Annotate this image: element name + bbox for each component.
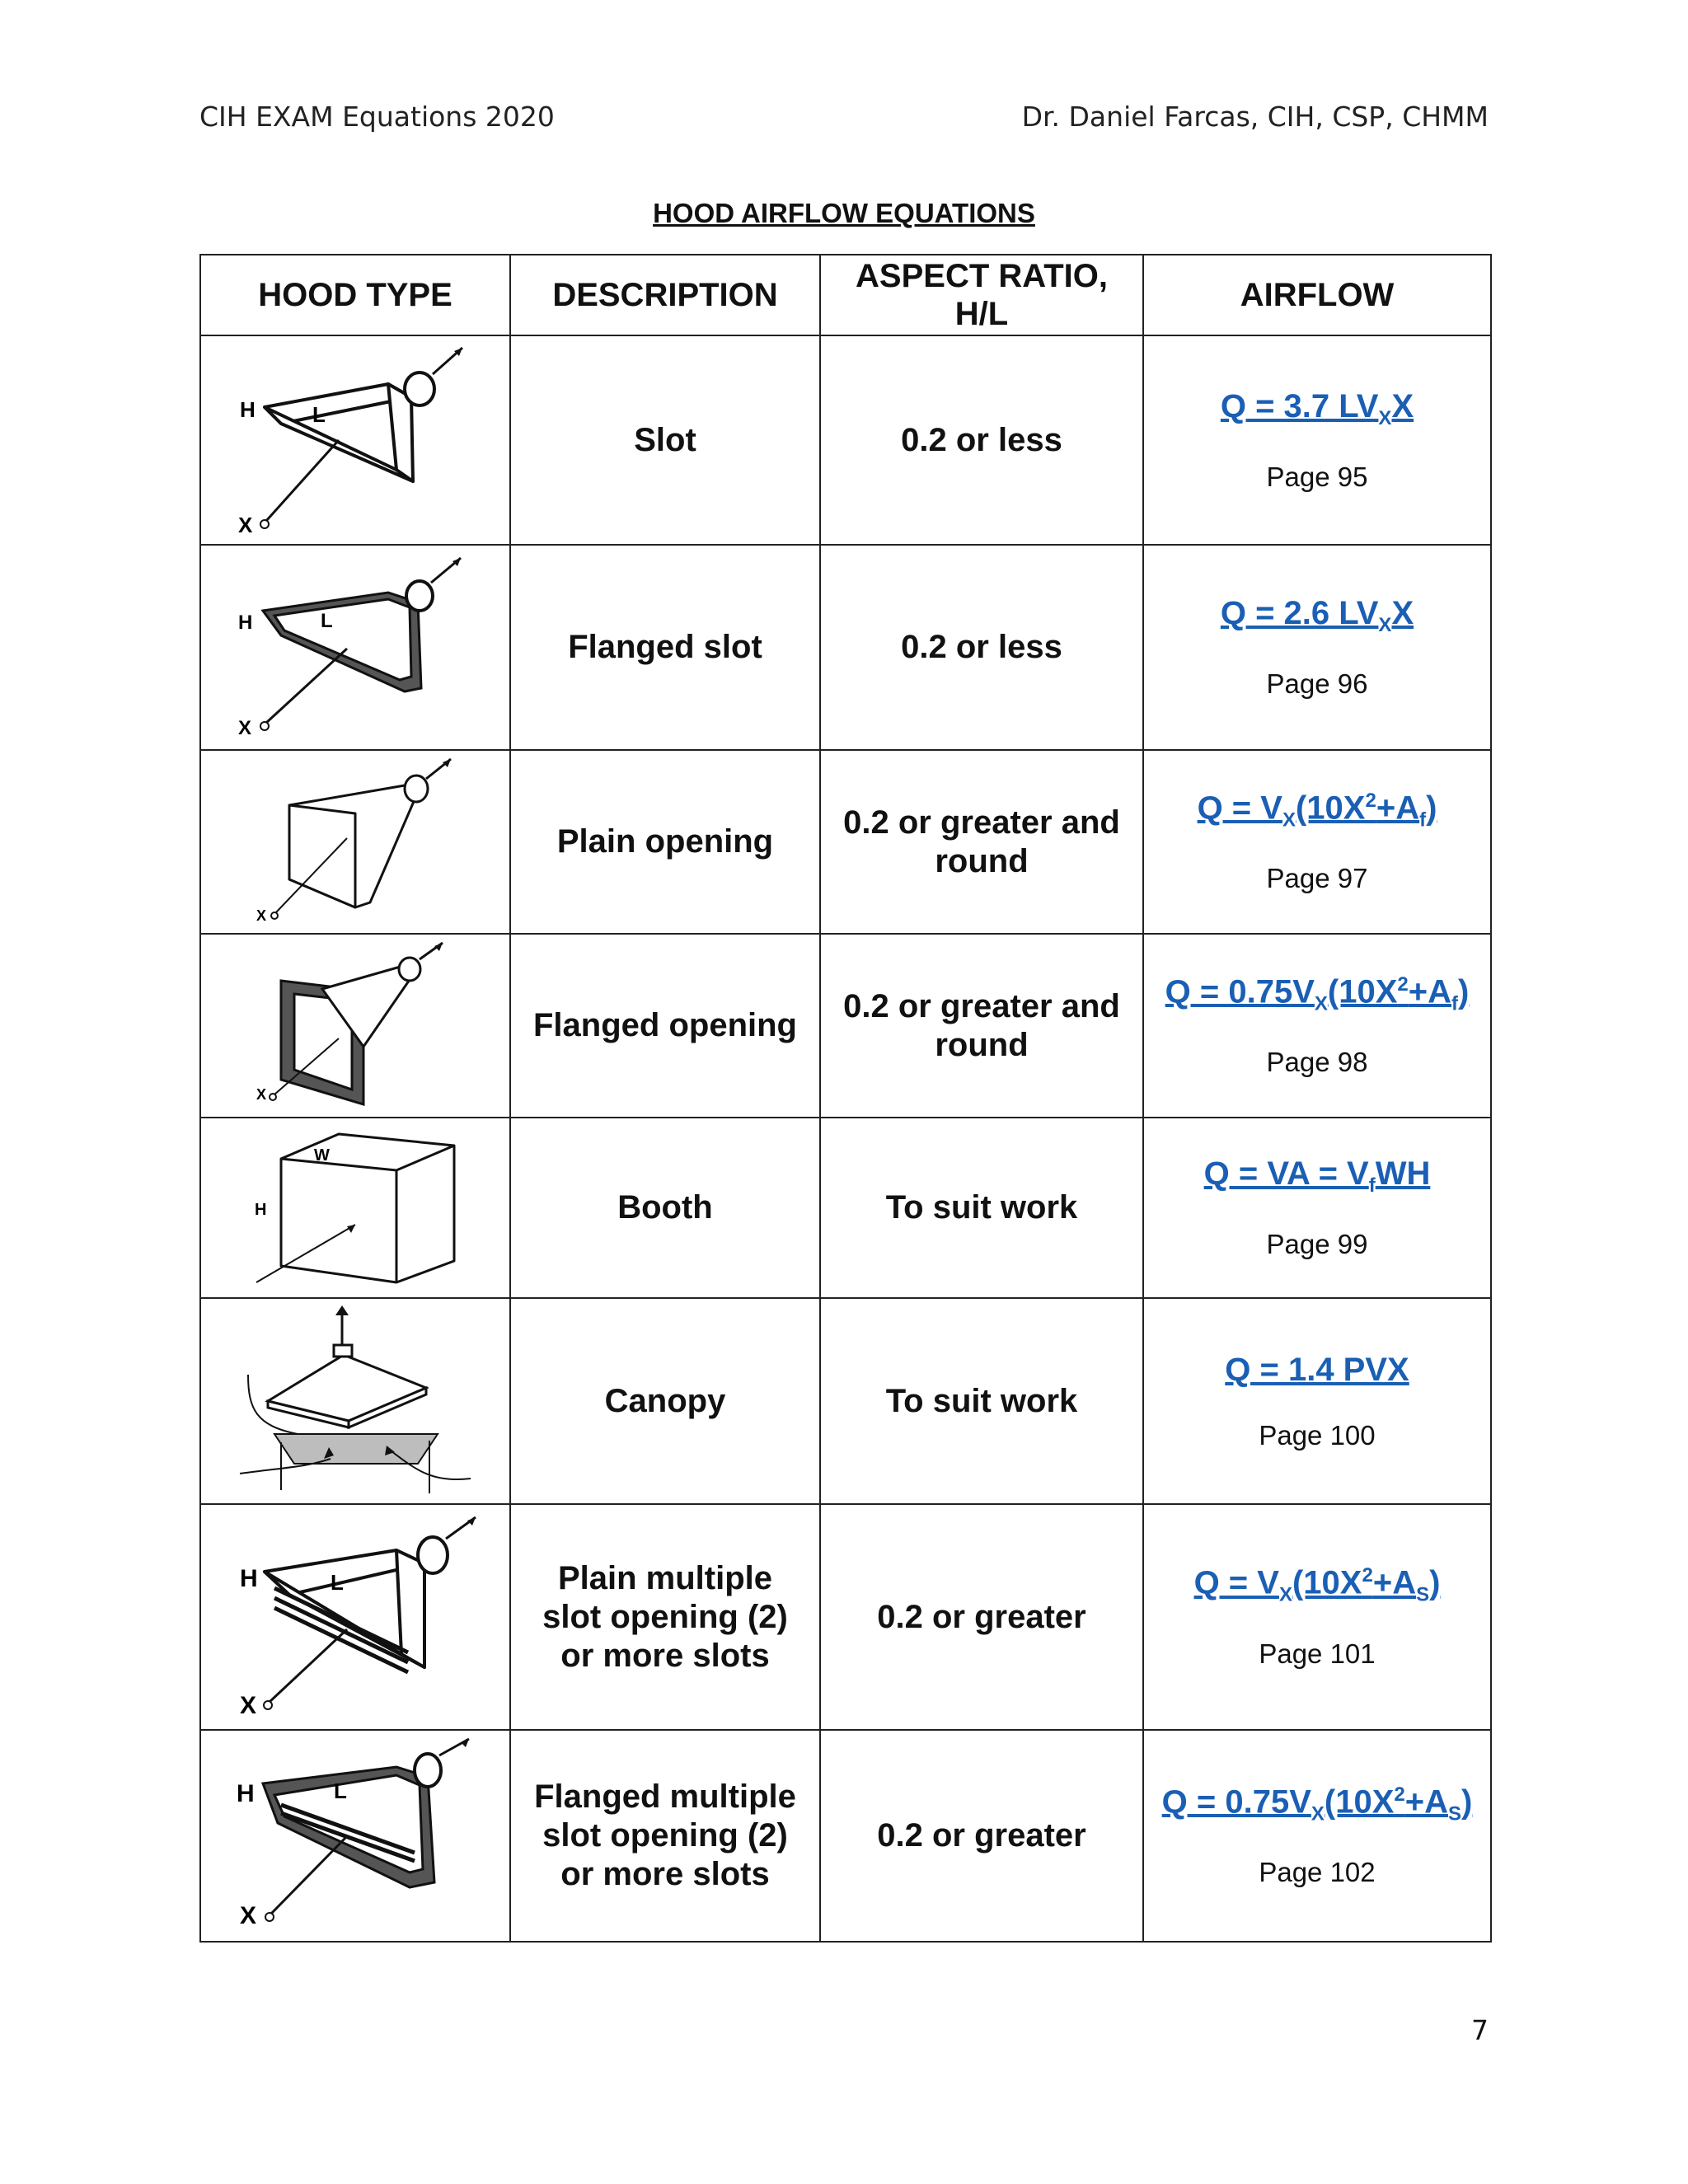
h-label: H [255, 1200, 267, 1219]
airflow-cell [1143, 750, 1491, 934]
l-label: L [312, 402, 326, 427]
airflow-cell [1143, 1730, 1491, 1942]
formula-link[interactable]: $Q = 0.75V_X(10X^2+A_f)$ [1165, 972, 1470, 1015]
table-row [200, 1730, 1491, 1942]
flanged-opening-hood-icon [232, 940, 479, 1113]
hood-type-cell [200, 934, 510, 1118]
formula-link[interactable]: Q = VA = $V_fWH$ [1203, 1155, 1431, 1197]
hood-type-cell [200, 545, 510, 750]
table-row [200, 1504, 1491, 1730]
h-label: H [240, 1565, 258, 1592]
description-cell: Slot [510, 335, 820, 545]
plain-multiple-slot-hood-icon [223, 1514, 487, 1720]
description-cell: Canopy [510, 1298, 820, 1504]
formula-link[interactable]: Q = 1.4 PVX [1225, 1351, 1409, 1388]
page-reference: Page 100 [1259, 1419, 1376, 1451]
description-cell: Plain opening [510, 750, 820, 934]
header-right: Dr. Daniel Farcas, CIH, CSP, CHMM [1021, 101, 1489, 133]
page-reference: Page 98 [1266, 1047, 1368, 1078]
airflow-cell [1143, 1118, 1491, 1298]
table-row [200, 545, 1491, 750]
l-label: L [334, 1778, 347, 1803]
airflow-cell [1143, 1298, 1491, 1504]
aspect-ratio-cell: 0.2 or less [820, 545, 1143, 750]
aspect-ratio-cell: 0.2 or greater [820, 1504, 1143, 1730]
table-row [200, 934, 1491, 1118]
aspect-ratio-cell: To suit work [820, 1118, 1143, 1298]
hood-type-cell [200, 1730, 510, 1942]
page-reference: Page 99 [1266, 1229, 1368, 1259]
formula-link[interactable]: Q = 3.7 $LV_XX$ [1220, 387, 1414, 429]
hood-type-cell [200, 750, 510, 934]
description-cell: Flanged opening [510, 934, 820, 1118]
hood-type-cell [200, 335, 510, 545]
page-reference: Page 96 [1266, 668, 1368, 699]
page-reference: Page 95 [1266, 461, 1368, 492]
hood-type-cell [200, 1118, 510, 1298]
flanged-slot-hood-icon [223, 553, 487, 743]
table-row [200, 1118, 1491, 1298]
x-label: X [240, 1692, 257, 1719]
page-title: HOOD AIRFLOW EQUATIONS [653, 198, 1035, 228]
formula-link[interactable]: $Q = 0.75V_X(10X^2+A_S)$ [1161, 1783, 1473, 1825]
formula-link[interactable]: $Q = V_X(10X^2+A_f)$ [1197, 789, 1437, 832]
col-header-hood-type: HOOD TYPE [200, 255, 510, 335]
slot-hood-icon [223, 341, 487, 539]
booth-hood-icon [232, 1126, 479, 1291]
x-label: X [238, 513, 253, 537]
description-cell: Flanged multiple slot opening (2) or more slots [510, 1730, 820, 1942]
h-label: H [240, 397, 256, 422]
hood-type-cell [200, 1298, 510, 1504]
table-header-row [200, 255, 1491, 335]
w-label: W [314, 1146, 330, 1165]
hood-airflow-table [199, 254, 1492, 1943]
l-label: L [331, 1570, 344, 1595]
airflow-cell [1143, 934, 1491, 1118]
x-label: X [238, 716, 252, 739]
x-label: X [240, 1901, 257, 1929]
page-reference: Page 97 [1266, 863, 1368, 894]
table-row [200, 1298, 1491, 1504]
plain-opening-hood-icon [232, 756, 479, 929]
description-cell: Booth [510, 1118, 820, 1298]
page-reference: Page 102 [1259, 1857, 1376, 1888]
airflow-cell [1143, 1504, 1491, 1730]
flanged-multiple-slot-hood-icon [223, 1737, 487, 1935]
description-cell: Flanged slot [510, 545, 820, 750]
airflow-cell [1143, 545, 1491, 750]
aspect-ratio-cell: 0.2 or greater and round [820, 750, 1143, 934]
airflow-cell [1143, 335, 1491, 545]
formula-link[interactable]: Q = 2.6 $LV_XX$ [1220, 595, 1414, 636]
col-header-airflow: AIRFLOW [1143, 255, 1491, 335]
aspect-ratio-cell: 0.2 or greater [820, 1730, 1143, 1942]
h-label: H [237, 1779, 255, 1807]
x-label: X [256, 1085, 267, 1103]
l-label: L [321, 609, 333, 632]
aspect-ratio-cell: 0.2 or greater and round [820, 934, 1143, 1118]
description-cell: Plain multiple slot opening (2) or more slots [510, 1504, 820, 1730]
col-header-description: DESCRIPTION [510, 255, 820, 335]
canopy-hood-icon [223, 1302, 487, 1500]
aspect-ratio-cell: To suit work [820, 1298, 1143, 1504]
header-left: CIH EXAM Equations 2020 [199, 101, 555, 133]
col-header-aspect-ratio: ASPECT RATIO, H/L [820, 255, 1143, 335]
table-row [200, 750, 1491, 934]
table-row [200, 335, 1491, 545]
hood-type-cell [200, 1504, 510, 1730]
formula-link[interactable]: $Q = V_X(10X^2+A_S)$ [1193, 1564, 1441, 1606]
aspect-ratio-cell: 0.2 or less [820, 335, 1143, 545]
h-label: H [238, 611, 253, 634]
x-label: X [256, 907, 267, 924]
page-number: 7 [1471, 2014, 1489, 2046]
page-reference: Page 101 [1259, 1638, 1376, 1669]
